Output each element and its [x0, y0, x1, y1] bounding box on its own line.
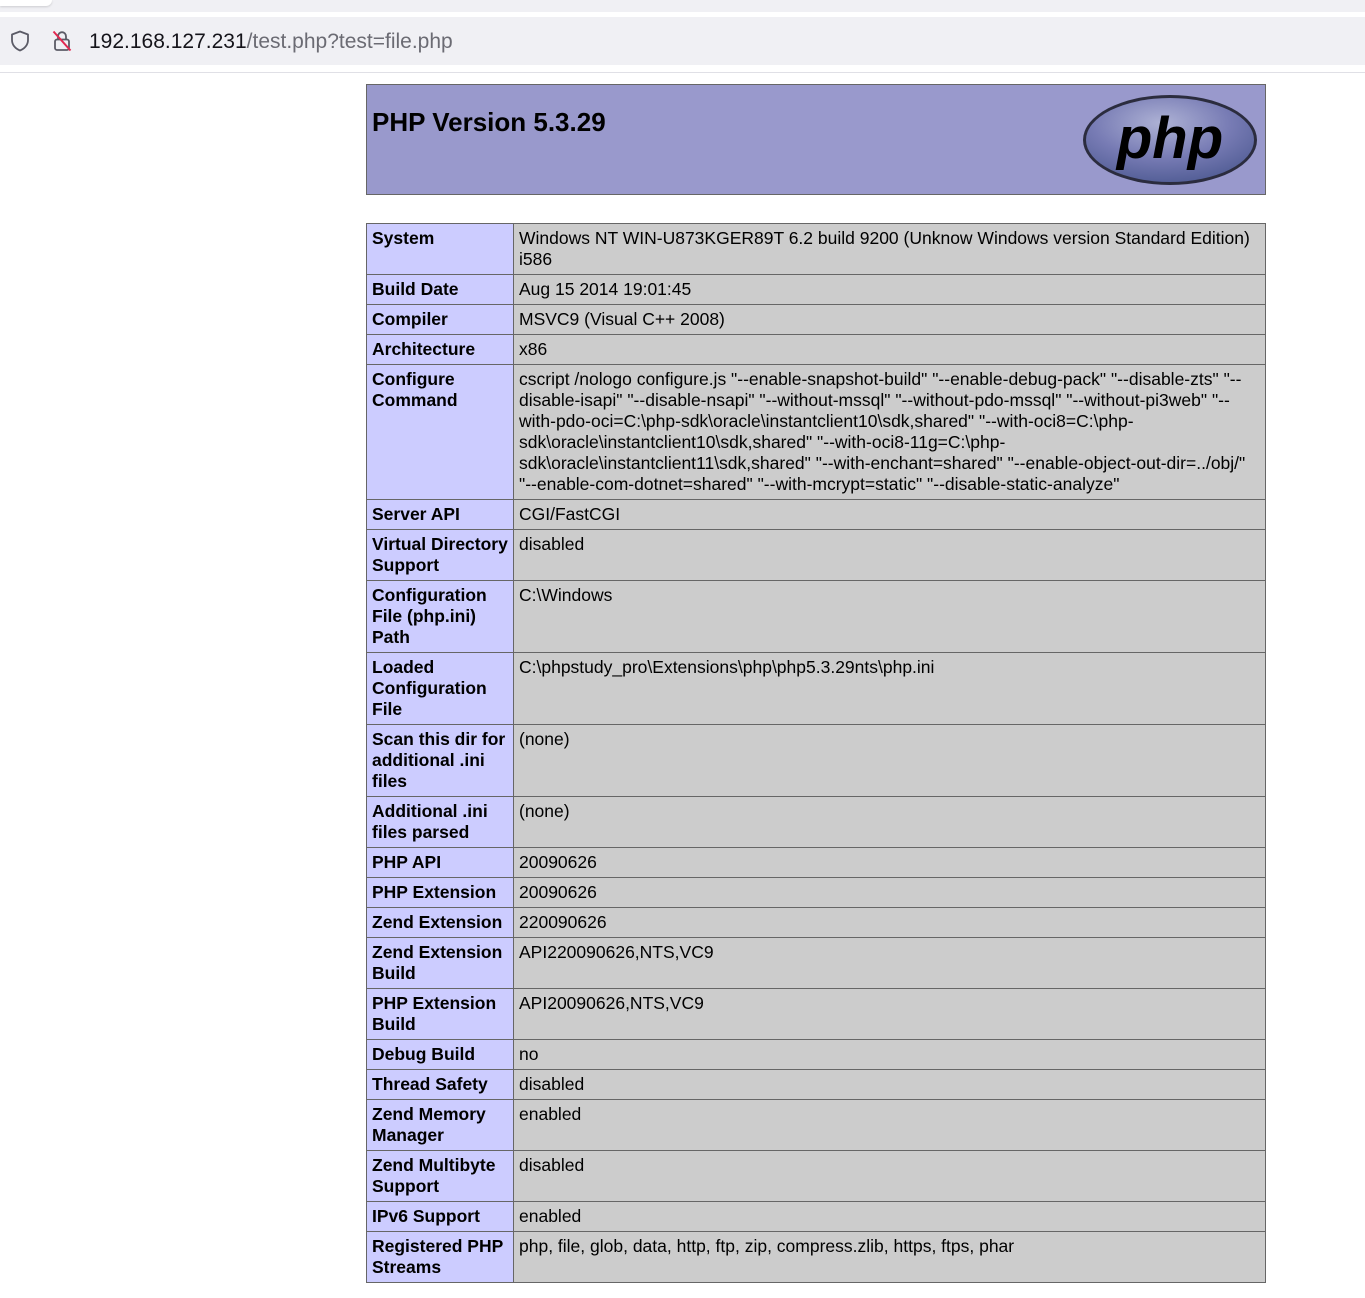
- table-row: [367, 530, 1266, 581]
- row-value: 220090626: [514, 908, 1266, 938]
- row-value: disabled: [514, 1070, 1266, 1100]
- row-key: Zend Extension: [367, 908, 514, 938]
- table-row: [367, 335, 1266, 365]
- row-value: 20090626: [514, 848, 1266, 878]
- table-row: [367, 1202, 1266, 1232]
- row-key: Zend Multibyte Support: [367, 1151, 514, 1202]
- row-key: Loaded Configuration File: [367, 653, 514, 725]
- row-key: Virtual Directory Support: [367, 530, 514, 581]
- table-row: [367, 938, 1266, 989]
- row-value: API220090626,NTS,VC9: [514, 938, 1266, 989]
- row-key: System: [367, 224, 514, 275]
- header-table: [366, 84, 1266, 195]
- row-value: disabled: [514, 1151, 1266, 1202]
- table-row: [367, 989, 1266, 1040]
- table-row: [367, 1232, 1266, 1283]
- row-value: enabled: [514, 1100, 1266, 1151]
- row-key: Zend Memory Manager: [367, 1100, 514, 1151]
- header-cell: [367, 85, 1266, 195]
- row-key: Registered PHP Streams: [367, 1232, 514, 1283]
- table-row: [367, 1151, 1266, 1202]
- table-row: [367, 500, 1266, 530]
- tab-strip: [0, 0, 1365, 12]
- row-key: Configure Command: [367, 365, 514, 500]
- navigation-toolbar: [0, 12, 1365, 73]
- row-key: Thread Safety: [367, 1070, 514, 1100]
- url-host: 192.168.127.231: [89, 30, 247, 53]
- url-text[interactable]: [89, 29, 453, 55]
- table-row: [367, 275, 1266, 305]
- row-key: Architecture: [367, 335, 514, 365]
- row-value: cscript /nologo configure.js "--enable-snapshot-build" "--enable-debug-pack" "--disable-zts" "--disable-isapi" "--disable-nsapi" "--without-mssql" "--without-pdo-mssql" "--without-pi3web" "--with-pdo-oci=C:\php-sdk\oracle\instantclient10\sdk,shared" "--with-oci8=C:\php-sdk\oracle\instantclient10\sdk,shared" "--with-oci8-11g=C:\php-sdk\oracle\instantclient11\sdk,shared" "--with-enchant=shared" "--enable-object-out-dir=../obj/" "--enable-com-dotnet=shared" "--with-mcrypt=static" "--disable-static-analyze": [514, 365, 1266, 500]
- address-bar[interactable]: [0, 17, 1365, 65]
- row-key: PHP Extension Build: [367, 989, 514, 1040]
- row-key: Scan this dir for additional .ini files: [367, 725, 514, 797]
- table-row: [367, 1100, 1266, 1151]
- row-key: Zend Extension Build: [367, 938, 514, 989]
- svg-text:php: php: [1116, 106, 1224, 171]
- url-path: /test.php?test=file.php: [246, 30, 453, 53]
- row-value: C:\Windows: [514, 581, 1266, 653]
- row-key: Debug Build: [367, 1040, 514, 1070]
- table-row: [367, 653, 1266, 725]
- table-row: [367, 878, 1266, 908]
- row-value: x86: [514, 335, 1266, 365]
- table-row: [367, 1040, 1266, 1070]
- row-key: IPv6 Support: [367, 1202, 514, 1232]
- row-value: MSVC9 (Visual C++ 2008): [514, 305, 1266, 335]
- row-key: Compiler: [367, 305, 514, 335]
- row-value: CGI/FastCGI: [514, 500, 1266, 530]
- table-row: [367, 848, 1266, 878]
- row-key: PHP API: [367, 848, 514, 878]
- phpinfo-page: [366, 84, 1266, 1283]
- row-value: disabled: [514, 530, 1266, 581]
- row-key: PHP Extension: [367, 878, 514, 908]
- row-value: php, file, glob, data, http, ftp, zip, compress.zlib, https, ftps, phar: [514, 1232, 1266, 1283]
- php-logo[interactable]: [1081, 93, 1259, 187]
- page-title: PHP Version 5.3.29: [372, 107, 606, 137]
- table-row: [367, 797, 1266, 848]
- row-key: Server API: [367, 500, 514, 530]
- row-key: Build Date: [367, 275, 514, 305]
- lock-slash-icon[interactable]: [50, 29, 74, 53]
- table-row: [367, 365, 1266, 500]
- row-value: C:\phpstudy_pro\Extensions\php\php5.3.29nts\php.ini: [514, 653, 1266, 725]
- row-value: API20090626,NTS,VC9: [514, 989, 1266, 1040]
- row-value: no: [514, 1040, 1266, 1070]
- row-value: Windows NT WIN-U873KGER89T 6.2 build 9200 (Unknow Windows version Standard Edition) i586: [514, 224, 1266, 275]
- table-row: [367, 305, 1266, 335]
- row-value: enabled: [514, 1202, 1266, 1232]
- table-row: [367, 224, 1266, 275]
- row-key: Additional .ini files parsed: [367, 797, 514, 848]
- shield-icon[interactable]: [8, 29, 32, 53]
- table-row: [367, 908, 1266, 938]
- table-row: [367, 581, 1266, 653]
- info-table: [366, 223, 1266, 1283]
- row-value: 20090626: [514, 878, 1266, 908]
- row-value: (none): [514, 725, 1266, 797]
- table-row: [367, 1070, 1266, 1100]
- row-key: Configuration File (php.ini) Path: [367, 581, 514, 653]
- row-value: Aug 15 2014 19:01:45: [514, 275, 1266, 305]
- active-tab[interactable]: [0, 0, 52, 6]
- row-value: (none): [514, 797, 1266, 848]
- table-row: [367, 725, 1266, 797]
